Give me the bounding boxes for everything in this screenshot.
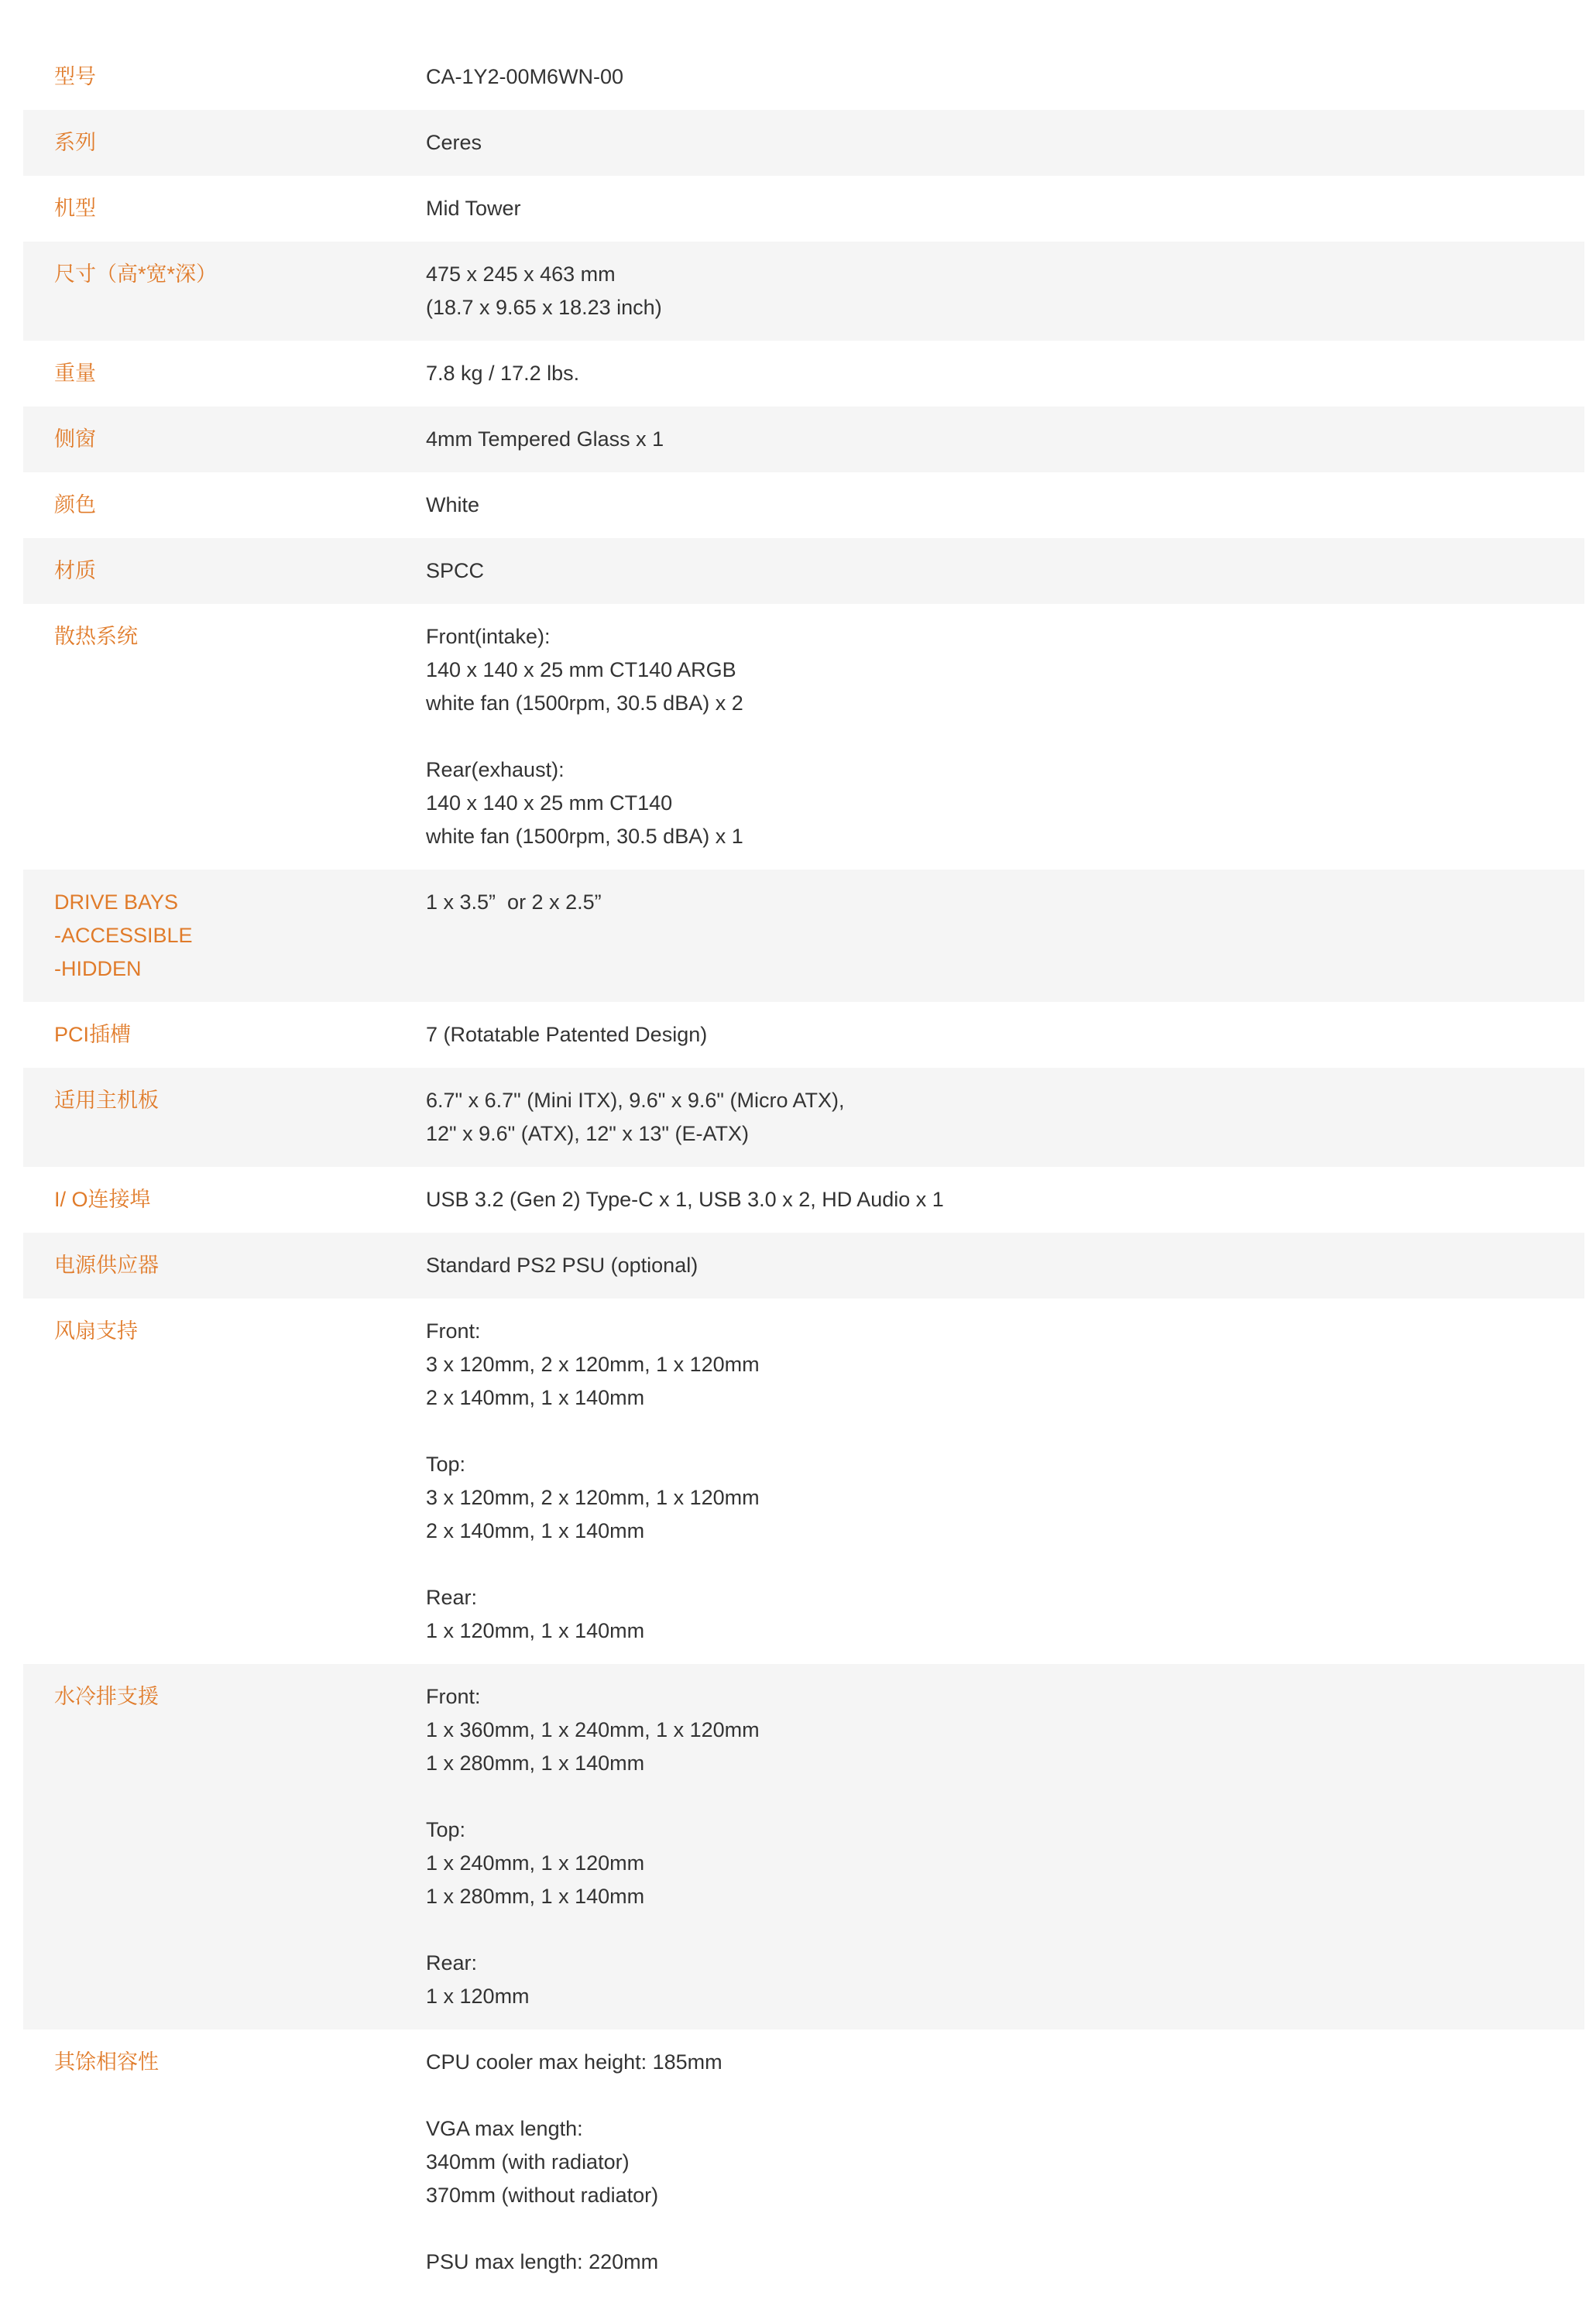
spec-value [426,1249,1584,1282]
spec-label-line: 侧窗 [54,427,96,451]
spec-row [23,176,1584,242]
spec-label-line: 电源供应器 [54,1254,159,1277]
spec-label-line: PCI插槽 [54,1023,132,1046]
spec-table [23,44,1584,2295]
spec-label-line: 风扇支持 [54,1319,138,1343]
spec-label [23,1084,426,1151]
spec-value-line: white fan (1500rpm, 30.5 dBA) x 2 [426,691,743,715]
spec-value-line: 2 x 140mm, 1 x 140mm [426,1519,645,1542]
spec-value-line [426,1913,1584,1947]
spec-label [23,1183,426,1216]
spec-label [23,60,426,94]
spec-value-line: 3 x 120mm, 2 x 120mm, 1 x 120mm [426,1486,760,1509]
spec-value [426,1084,1584,1151]
spec-value [426,423,1584,456]
spec-value-line: 140 x 140 x 25 mm CT140 ARGB [426,658,736,681]
spec-value-line: 475 x 245 x 463 mm [426,262,616,286]
spec-label [23,620,426,853]
spec-value-line: 1 x 3.5” or 2 x 2.5” [426,890,602,914]
spec-label-line: 系列 [54,131,96,154]
spec-value-line [426,1548,1584,1581]
spec-label [23,554,426,588]
spec-row [23,604,1584,870]
spec-label-line: 机型 [54,197,96,220]
spec-value-line: 340mm (with radiator) [426,2150,630,2173]
spec-value-line: Rear: [426,1586,478,1609]
spec-value [426,489,1584,522]
spec-value-line: 1 x 360mm, 1 x 240mm, 1 x 120mm [426,1718,760,1741]
spec-value-line: 3 x 120mm, 2 x 120mm, 1 x 120mm [426,1353,760,1376]
spec-value [426,554,1584,588]
spec-label-line: 材质 [54,559,96,582]
spec-value [426,126,1584,160]
spec-value-line: Ceres [426,131,482,154]
spec-value-line: (18.7 x 9.65 x 18.23 inch) [426,296,662,319]
spec-value-line: 7 (Rotatable Patented Design) [426,1023,708,1046]
spec-label [23,1018,426,1052]
spec-label [23,1315,426,1648]
spec-label [23,1680,426,2013]
spec-row [23,1002,1584,1068]
spec-value-line [426,1415,1584,1448]
spec-value-line: 1 x 280mm, 1 x 140mm [426,1885,645,1908]
spec-value-line: Standard PS2 PSU (optional) [426,1254,698,1277]
spec-value-line: Front: [426,1685,481,1708]
spec-value [426,258,1584,324]
spec-value-line: 7.8 kg / 17.2 lbs. [426,362,580,385]
spec-label-line: 型号 [54,65,96,88]
spec-label [23,192,426,225]
spec-value-line [426,720,1584,753]
spec-value-line: 1 x 120mm [426,1985,530,2008]
spec-row [23,538,1584,604]
spec-row [23,242,1584,341]
spec-value-line: PSU max length: 220mm [426,2250,659,2273]
spec-label-line: 散热系统 [54,625,138,648]
spec-row [23,1167,1584,1233]
spec-label [23,886,426,986]
spec-value-line: Rear(exhaust): [426,758,565,781]
spec-value-line: Front(intake): [426,625,551,648]
spec-value [426,1315,1584,1648]
spec-value [426,1183,1584,1216]
spec-value [426,192,1584,225]
spec-value-line: CPU cooler max height: 185mm [426,2050,722,2074]
spec-value-line: 370mm (without radiator) [426,2184,659,2207]
spec-value-line: USB 3.2 (Gen 2) Type-C x 1, USB 3.0 x 2, HD Audio x 1 [426,1188,944,1211]
spec-label [23,423,426,456]
spec-value-line: 2 x 140mm, 1 x 140mm [426,1386,645,1409]
spec-label-line: 重量 [54,362,96,385]
spec-value-line: CA-1Y2-00M6WN-00 [426,65,624,88]
spec-row [23,870,1584,1002]
spec-row [23,1233,1584,1299]
spec-value-line: Rear: [426,1951,478,1974]
spec-value [426,886,1584,986]
spec-value-line: Front: [426,1319,481,1343]
spec-label-line: -ACCESSIBLE [54,924,193,947]
spec-label-line: I/ O连接埠 [54,1188,151,1211]
spec-value [426,1680,1584,2013]
spec-value [426,60,1584,94]
spec-label-line: DRIVE BAYS [54,890,179,914]
spec-value-line [426,2212,1584,2246]
spec-row [23,341,1584,407]
spec-label-line: 适用主机板 [54,1089,159,1112]
spec-row [23,1299,1584,1664]
spec-value-line: white fan (1500rpm, 30.5 dBA) x 1 [426,825,743,848]
spec-value-line [426,2079,1584,2112]
spec-value-line: 6.7" x 6.7" (Mini ITX), 9.6" x 9.6" (Micro ATX), [426,1089,845,1112]
spec-label [23,2046,426,2279]
spec-value [426,357,1584,390]
spec-value-line [426,1780,1584,1813]
spec-value [426,2046,1584,2279]
spec-label-line: -HIDDEN [54,957,142,980]
spec-label-line: 其馀相容性 [54,2050,159,2074]
spec-row [23,110,1584,176]
spec-value-line: 12" x 9.6" (ATX), 12" x 13" (E-ATX) [426,1122,749,1145]
spec-row [23,1664,1584,2029]
spec-row [23,472,1584,538]
spec-row [23,2029,1584,2295]
spec-value [426,620,1584,853]
spec-value-line: SPCC [426,559,485,582]
spec-label-line: 颜色 [54,493,96,516]
spec-value-line: 1 x 240mm, 1 x 120mm [426,1851,645,1875]
spec-value-line: Top: [426,1453,466,1476]
spec-label-line: 水冷排支援 [54,1685,159,1708]
spec-row [23,407,1584,472]
spec-row [23,1068,1584,1167]
spec-value [426,1018,1584,1052]
spec-label [23,258,426,324]
spec-value-line: VGA max length: [426,2117,583,2140]
spec-label-line: 尺寸（高*宽*深） [54,262,218,286]
spec-value-line: Mid Tower [426,197,521,220]
spec-value-line: White [426,493,480,516]
spec-label [23,126,426,160]
spec-value-line: 1 x 120mm, 1 x 140mm [426,1619,645,1642]
spec-row [23,44,1584,110]
spec-label [23,357,426,390]
spec-value-line: 140 x 140 x 25 mm CT140 [426,791,673,815]
spec-label [23,489,426,522]
spec-value-line: 1 x 280mm, 1 x 140mm [426,1751,645,1775]
spec-value-line: Top: [426,1818,466,1841]
spec-value-line: 4mm Tempered Glass x 1 [426,427,664,451]
spec-label [23,1249,426,1282]
